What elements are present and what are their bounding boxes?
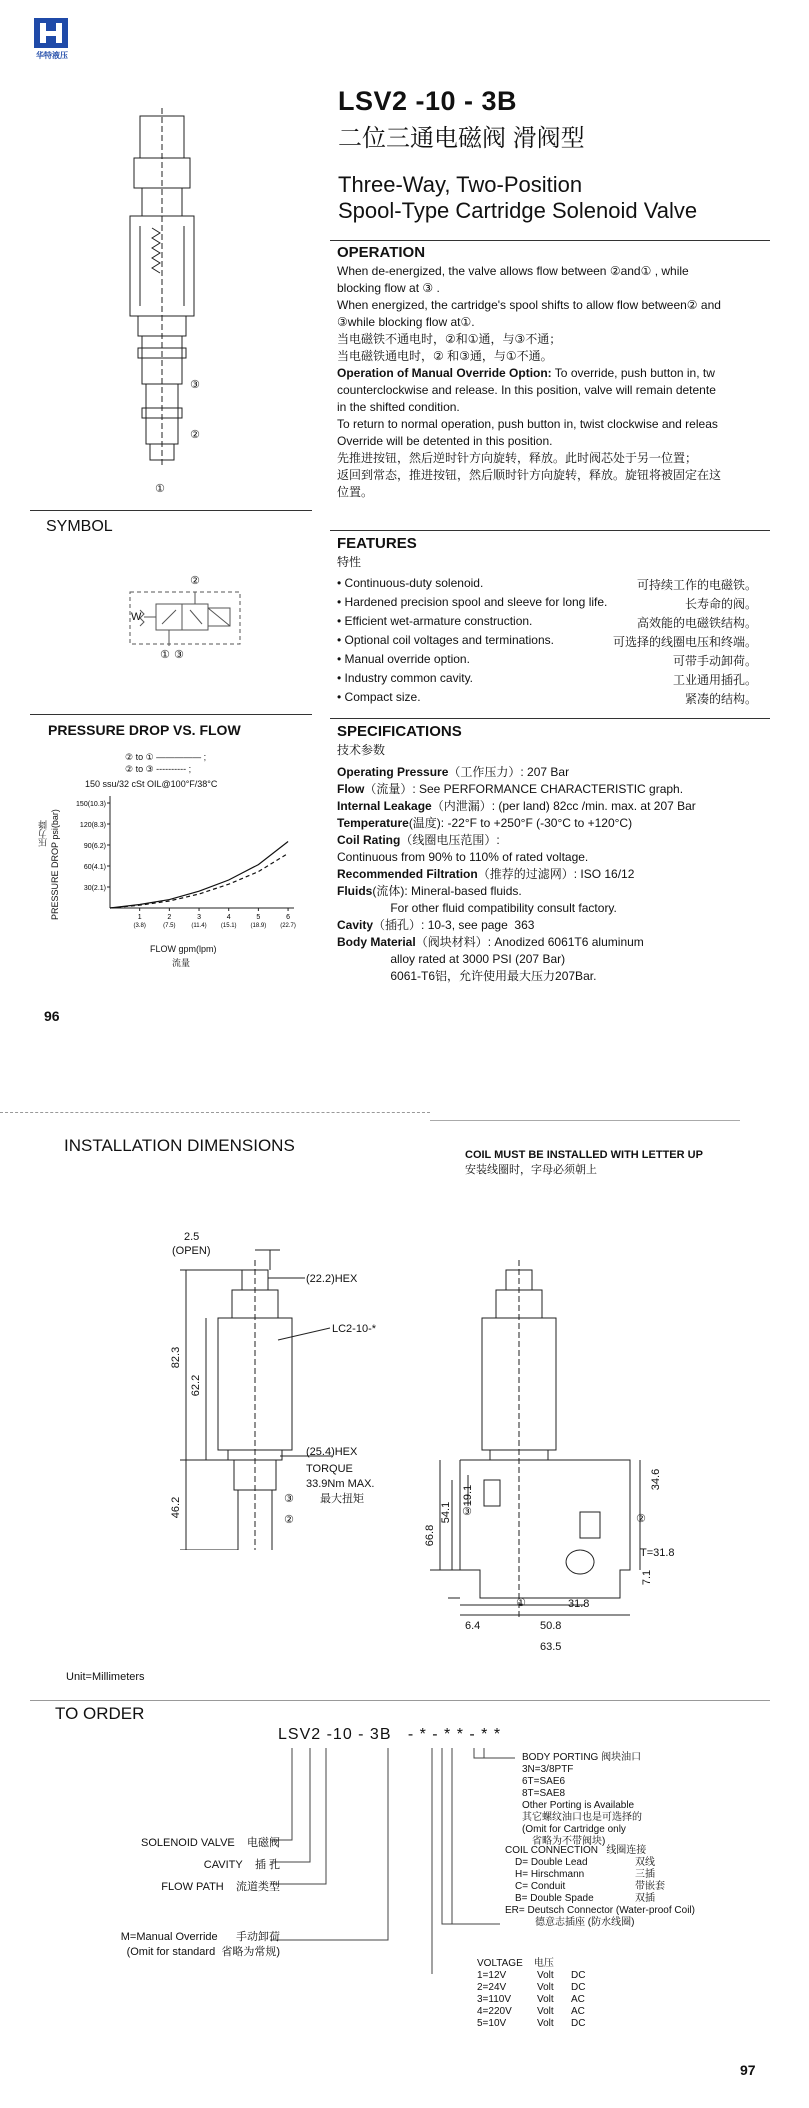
spec-value: Continuous from 90% to 110% of rated voltage. bbox=[337, 850, 589, 864]
legend-2-to-1: ② to ① ————— ; bbox=[125, 752, 207, 762]
x-tick-label: 6 bbox=[286, 914, 291, 921]
y-tick-label: 60(4.1) bbox=[83, 864, 106, 871]
spec-row bbox=[337, 968, 777, 985]
divider bbox=[330, 240, 770, 241]
spec-row bbox=[337, 764, 777, 781]
dim-66-8: 66.8 bbox=[424, 1524, 437, 1547]
y-tick-label: 150(10.3) bbox=[76, 801, 106, 808]
symbol-w-label: W bbox=[131, 611, 142, 623]
x-tick-label-lpm: (7.5) bbox=[163, 923, 176, 929]
spec-value: (流体): Mineral-based fluids. bbox=[372, 884, 522, 898]
spec-label: Recommended Filtration bbox=[337, 867, 478, 881]
spec-value: （线圈电压范围）: bbox=[400, 833, 500, 847]
title-cn: 二位三通电磁阀 滑阀型 bbox=[338, 125, 585, 152]
dim-2-5: 2.5 bbox=[184, 1231, 200, 1243]
label-manual-override: M=Manual Override 手动卸荷 bbox=[120, 1931, 280, 1943]
spec-label: Fluids bbox=[337, 884, 373, 898]
page-number-bottom: 97 bbox=[740, 2062, 756, 2078]
voltage-block: VOLTAGE 电压 1=12V Volt DC 2=24V Volt DC 3=110V Volt AC 4=220V Volt AC 5=10V Volt DC bbox=[477, 1958, 586, 2029]
chart-ylabel-cn: 压力降 bbox=[38, 820, 48, 847]
dim-82-3: 82.3 bbox=[170, 1346, 183, 1369]
block-port-3: ③ bbox=[462, 1506, 472, 1518]
body-porting-block: BODY PORTING 阀块油口 3N=3/8PTF 6T=SAE6 8T=SAE8 Other Porting is Available 其它螺纹油口也是可选择的 (Omit for Cartridge only 省略为不带阀块) bbox=[522, 1752, 642, 1847]
spec-label: Internal Leakage bbox=[337, 799, 432, 813]
spec-value: 6061-T6铝，允许使用最大压力207Bar. bbox=[337, 969, 597, 983]
coil-connection-block: COIL CONNECTION 线圈连接 D= Double Lead 双线 H= Hirschmann 三插 C= Conduit 带嵌套 B= Double Spade 双插 ER= Deutsch Connector (Water-proof Coil) 德意志插座 (防水线圈) bbox=[505, 1845, 695, 1928]
divider bbox=[30, 714, 312, 715]
page-number-top: 96 bbox=[44, 1008, 60, 1024]
spec-label: Temperature bbox=[337, 816, 409, 830]
side-view-drawing bbox=[120, 1220, 420, 1550]
spec-row bbox=[337, 798, 777, 815]
spec-value: （内泄漏）: (per land) 82cc /min. max. at 207 Bar bbox=[431, 799, 696, 813]
x-tick-label: 1 bbox=[137, 914, 142, 921]
dim-63-5: 63.5 bbox=[540, 1641, 562, 1653]
spec-row bbox=[337, 900, 777, 917]
port-3-label: ③ bbox=[190, 379, 200, 391]
y-tick-label: 120(8.3) bbox=[79, 822, 106, 829]
x-tick-label-lpm: (18.9) bbox=[250, 923, 267, 929]
specifications-list bbox=[337, 764, 777, 985]
spec-value: （插孔）: 10-3, see page 363 bbox=[373, 918, 535, 932]
spec-value: （阀块材料）: Anodized 6061T6 aluminum bbox=[415, 935, 644, 949]
series-line-1 bbox=[110, 842, 288, 909]
spec-row bbox=[337, 815, 777, 832]
order-code: LSV2 -10 - 3B - * - * * - * * bbox=[278, 1726, 502, 1743]
dim-t-31-8: T=31.8 bbox=[640, 1547, 675, 1559]
spec-row bbox=[337, 781, 777, 798]
symbol-port-2: ② bbox=[190, 575, 200, 587]
dim-50-8: 50.8 bbox=[540, 1620, 562, 1632]
x-tick-label-lpm: (3.8) bbox=[133, 923, 146, 929]
label-flow-path: FLOW PATH 流道类型 bbox=[161, 1881, 280, 1893]
cartridge-drawing bbox=[120, 108, 230, 488]
chart-xlabel: FLOW gpm(lpm) bbox=[150, 944, 217, 954]
divider bbox=[30, 1700, 770, 1701]
torque-value: 33.9Nm MAX. bbox=[306, 1478, 375, 1490]
specifications-heading-cn: 技术参数 bbox=[337, 743, 386, 757]
spec-value: For other fluid compatibility consult factory. bbox=[337, 901, 617, 915]
list-item: • Industry common cavity. 工业通用插孔。 bbox=[337, 671, 757, 687]
y-tick-label: 90(6.2) bbox=[83, 843, 106, 850]
spec-label: Flow bbox=[337, 782, 365, 796]
spec-value: （推荐的过滤网）: ISO 16/12 bbox=[477, 867, 635, 881]
list-item: • Optional coil voltages and terminations. 可选择的线圈电压和终端。 bbox=[337, 633, 757, 649]
install-port-2: ② bbox=[284, 1514, 294, 1526]
title-en: Three-Way, Two-Position Spool-Type Cartridge Solenoid Valve bbox=[338, 172, 698, 223]
pressure-drop-chart bbox=[62, 788, 302, 938]
dim-31-8: 31.8 bbox=[568, 1598, 590, 1610]
page-separator bbox=[430, 1120, 740, 1121]
spec-row bbox=[337, 883, 777, 900]
symbol-port-1: ① bbox=[160, 649, 170, 661]
features-heading-cn: 特性 bbox=[337, 555, 362, 569]
torque-cn: 最大扭矩 bbox=[320, 1493, 364, 1505]
block-port-2: ② bbox=[636, 1513, 646, 1525]
spec-label: Cavity bbox=[337, 918, 374, 932]
dim-hex-22: (22.2)HEX bbox=[306, 1273, 358, 1285]
label-cavity: CAVITY 插 孔 bbox=[203, 1859, 280, 1871]
spec-row bbox=[337, 951, 777, 968]
dim-6-4: 6.4 bbox=[465, 1620, 481, 1632]
spec-value: （流量）: See PERFORMANCE CHARACTERISTIC graph. bbox=[364, 782, 684, 796]
dim-7-1: 7.1 bbox=[641, 1569, 654, 1586]
divider bbox=[330, 530, 770, 531]
valve-symbol bbox=[120, 590, 250, 660]
spec-value: （工作压力）: 207 Bar bbox=[448, 765, 570, 779]
x-tick-label: 2 bbox=[167, 914, 172, 921]
coil-note: COIL MUST BE INSTALLED WITH LETTER UP bbox=[465, 1149, 703, 1161]
dim-34-6: 34.6 bbox=[650, 1468, 663, 1491]
label-solenoid-valve: SOLENOID VALVE 电磁阀 bbox=[141, 1837, 280, 1849]
y-tick-label: 30(2.1) bbox=[83, 885, 106, 892]
to-order-heading: TO ORDER bbox=[55, 1704, 145, 1723]
x-tick-label: 3 bbox=[197, 914, 201, 921]
spec-value: (温度): -22°F to +250°F (-30°C to +120°C) bbox=[408, 816, 633, 830]
operation-text: When de-energized, the valve allows flow between ②and① , while blocking flow at ③ . When energized, the cartridge's spool shifts to allow flow between② and ③while blocking flow at①. 当电磁铁不通电时，②和①通，与③不通； 当电磁铁通电时，② 和③通，与①不通。 Operation of Manual Override Option: To override, push button in, tw counterclockwise and release. In this position, valve will remain detente in the shifted condition. To return to normal operation, push button in, twist clockwise and releas Override will be detented in this position. 先推进按钮，然后逆时针方向旋转，释放。此时阀芯处于另一位置； 返回到常态，推进按钮，然后顺时针方向旋转，释放。旋钮将被固定在这 位置。 bbox=[337, 264, 722, 499]
port-1-label: ① bbox=[155, 483, 165, 495]
port-2-label: ② bbox=[190, 429, 200, 441]
dim-54-1: 54.1 bbox=[440, 1501, 453, 1524]
spec-value: alloy rated at 3000 PSI (207 Bar) bbox=[337, 952, 566, 966]
dim-hex-25: (25.4)HEX bbox=[306, 1446, 358, 1458]
label-override-omit: (Omit for standard 省略为常规) bbox=[126, 1946, 280, 1958]
spec-label: Operating Pressure bbox=[337, 765, 449, 779]
coil-note-cn: 安装线圈时，字母必须朝上 bbox=[465, 1164, 597, 1176]
list-item: • Hardened precision spool and sleeve for long life. 长寿命的阀。 bbox=[337, 595, 757, 611]
install-port-3: ③ bbox=[284, 1493, 294, 1505]
brand-logo bbox=[22, 18, 82, 62]
page-separator bbox=[0, 1112, 430, 1113]
spec-row bbox=[337, 866, 777, 883]
dim-19-1: 19.1 bbox=[462, 1484, 475, 1507]
dim-open: (OPEN) bbox=[172, 1245, 211, 1257]
dim-62-2: 62.2 bbox=[190, 1374, 203, 1397]
chart-ylabel: PRESSURE DROP psi(bar) bbox=[50, 809, 60, 920]
x-tick-label: 5 bbox=[256, 914, 261, 921]
spec-row bbox=[337, 934, 777, 951]
logo-text: 华特液压 bbox=[36, 51, 68, 60]
block-port-1: ① bbox=[516, 1597, 526, 1609]
features-heading: FEATURES bbox=[337, 535, 417, 552]
coil-part-number: LC2-10-* bbox=[332, 1323, 377, 1335]
installation-heading: INSTALLATION DIMENSIONS bbox=[64, 1136, 295, 1155]
x-tick-label-lpm: (15.1) bbox=[220, 923, 237, 929]
block-view-drawing bbox=[430, 1220, 730, 1640]
divider bbox=[330, 718, 770, 719]
divider bbox=[30, 510, 312, 511]
spec-row bbox=[337, 917, 777, 934]
list-item: • Efficient wet-armature construction. 高效能的电磁铁结构。 bbox=[337, 614, 757, 630]
chart-xlabel-cn: 流量 bbox=[172, 958, 191, 968]
dim-46-2: 46.2 bbox=[170, 1496, 183, 1519]
spec-label: Body Material bbox=[337, 935, 416, 949]
torque-label: TORQUE bbox=[306, 1463, 353, 1475]
symbol-port-3: ③ bbox=[174, 649, 184, 661]
chart-condition: 150 ssu/32 cSt OIL@100°F/38°C bbox=[85, 779, 218, 789]
spec-row bbox=[337, 849, 777, 866]
list-item: • Compact size. 紧凑的结构。 bbox=[337, 690, 757, 706]
x-tick-label-lpm: (22.7) bbox=[280, 923, 296, 929]
x-tick-label: 4 bbox=[226, 914, 231, 921]
specifications-heading: SPECIFICATIONS bbox=[337, 723, 462, 740]
list-item: • Continuous-duty solenoid. 可持续工作的电磁铁。 bbox=[337, 576, 757, 592]
operation-heading: OPERATION bbox=[337, 244, 426, 261]
legend-2-to-3: ② to ③ ---------- ; bbox=[125, 764, 192, 774]
list-item: • Manual override option. 可带手动卸荷。 bbox=[337, 652, 757, 668]
unit-note: Unit=Millimeters bbox=[66, 1671, 145, 1683]
spec-row bbox=[337, 832, 777, 849]
spec-label: Coil Rating bbox=[337, 833, 401, 847]
model-number: LSV2 -10 - 3B bbox=[338, 86, 518, 116]
pressure-drop-heading: PRESSURE DROP VS. FLOW bbox=[48, 722, 241, 738]
x-tick-label-lpm: (11.4) bbox=[191, 923, 207, 929]
symbol-heading: SYMBOL bbox=[46, 518, 113, 535]
